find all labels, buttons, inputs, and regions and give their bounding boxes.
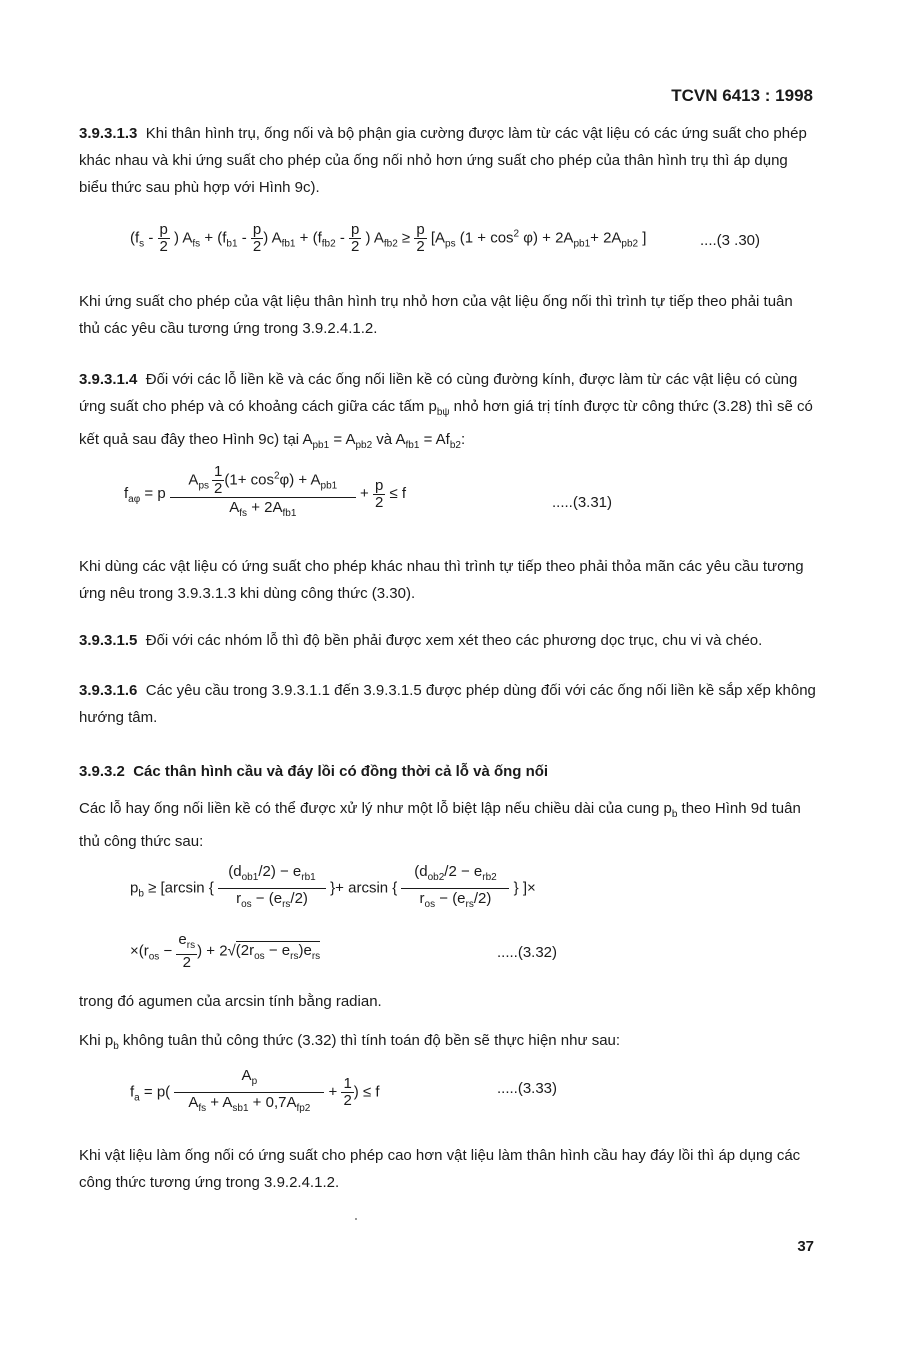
section-number: 3.9.3.1.5 [79, 632, 138, 649]
section-3-9-3-2-heading [79, 758, 817, 785]
equation-number: ....(3 .30) [700, 232, 761, 249]
formula-3-30: ($f_s$ - $\frac{p}{2}$ ) $A_{fs} + (f_{b1}$ - $\frac{p}{2}$ ) $A_{fb1} + (f_{fb2}$ - $\frac{p}{2}$ ) $A_{fb2}$ ≥ $\frac{p}{2}$ [$A_{ps}$ $(1 + \cos^2 \varphi) + 2A_{pb1}+ 2A_{pb2}$ ] [130, 221, 647, 255]
section-text-2: nhỏ hơn giá trị tính được từ công thức (3.28) thì sẽ có kết quả sau đây theo Hình 9c) tại A [79, 398, 813, 448]
section-text: Các yêu cầu trong 3.9.3.1.1 đến 3.9.3.1.5 được phép dùng đối với các ống nối liền kề sắp xếp không hướng tâm. [79, 682, 816, 726]
section-number: 3.9.3.1.6 [79, 682, 138, 699]
section-3-9-3-1-4: 3.9.3.1.4 Đối với các lỗ liền kề và các ống nối liền kề có cùng đường kính, được làm từ các vật liệu có cùng ứng suất cho phép và có khoảng cách giữa các tấm $p_{b\psi}$ nhỏ hơn giá trị tính được từ công thức (3.28) thì sẽ có kết quả sau đây theo Hình 9c) tại $A_{pb1} = A_{pb2}$ và $A_{fb1} = Af_{b2}$: [79, 371, 813, 451]
formula-3-32-line2: $\times(r_{os}$ − $\frac{e_{rs}}{2}$ ) + $2√(2r_{os} - e_{rs})e_{rs}$ [130, 931, 321, 971]
document-header: TCVN 6413 : 1998 [671, 86, 813, 105]
section-text: Đối với các nhóm lỗ thì độ bền phải được xem xét theo các phương dọc trục, chu vi và chéo. [145, 632, 763, 649]
equation-number: .....(3.31) [552, 494, 613, 511]
section-number: 3.9.3.1.4 [79, 371, 138, 388]
equation-number: .....(3.33) [497, 1080, 558, 1097]
paragraph-3-9-3-2: Các lỗ hay ống nối liền kề có thể được xử lý như một lỗ biệt lập nếu chiều dài của cung $p_b$ theo Hình 9d tuân thủ công thức sau: [79, 800, 801, 850]
scan-mark [355, 1218, 357, 1220]
paragraph-last: Khi vật liệu làm ống nối có ứng suất cho phép cao hơn vật liệu làm thân hình cầu hay đáy lồi thì áp dụng các công thức tương ứng trong 3.9.2.4.1.2. [79, 1147, 801, 1191]
section-text: Khi thân hình trụ, ống nối và bộ phận gia cường được làm từ các vật liệu có các ứng suất cho phép khác nhau và khi ứng suất cho phép của ống nối nhỏ hơn ứng suất cho phép của thân hình trụ thì áp dụng biểu thức sau phù hợp với Hình 9c). [79, 125, 807, 196]
section-3-9-3-1-6 [79, 677, 817, 731]
section-3-9-3-1-3 [79, 120, 817, 201]
formula-3-31: $f_{a\varphi} = p$ $A_{ps}$ $\frac{1}{2}$ $(1+ \cos^2\varphi) + A_{pb1}$ $A_{fs} + 2A_{fb1}$ + $\frac{p}{2}$ ≤ f [124, 463, 407, 519]
section-number: 3.9.3.2 [79, 763, 125, 780]
paragraph-text: Các lỗ hay ống nối liền kề có thể được xử lý như một lỗ biệt lập nếu chiều dài của cung p [79, 800, 672, 817]
formula-3-32-line1: $p_b \ge [\arcsin$ { $\frac{(d_{ob1}/2) - e_{rb1}}{r_{os} - (e_{rs}/2)}$ }+ arcsin { $\frac{(d_{ob2}/2 - e_{rb2}}{r_{os} - (e_{rs}/2)}$ } ]× [130, 863, 536, 910]
paragraph-khi-pb: Khi $p_b$ không tuân thủ công thức (3.32) thì tính toán độ bền sẽ thực hiện như sau: [79, 1032, 621, 1052]
paragraph-arcsin-note: trong đó agumen của arcsin tính bằng radian. [79, 993, 382, 1010]
section-text-5: = Af [419, 431, 450, 448]
paragraph-after-3-31: Khi dùng các vật liệu có ứng suất cho phép khác nhau thì trình tự tiếp theo phải thỏa mãn các yêu cầu tương ứng nêu trong 3.9.3.1.3 khi dùng công thức (3.30). [79, 558, 804, 602]
paragraph-after-3-30: Khi ứng suất cho phép của vật liệu thân hình trụ nhỏ hơn của vật liệu ống nối thì trình tự tiếp theo phải tuân thủ các yêu cầu tương ứng trong 3.9.2.4.1.2. [79, 293, 793, 337]
section-title: Các thân hình cầu và đáy lồi có đồng thời cả lỗ và ống nối [133, 763, 549, 780]
equation-number: .....(3.32) [497, 944, 558, 961]
section-number: 3.9.3.1.3 [79, 125, 138, 142]
paragraph-text-2: theo Hình 9d tuân thủ công thức sau: [79, 800, 801, 850]
formula-3-33: $f_a = p$( $\frac{A_p}{A_{fs} + A_{sb1} + 0,7A_{fp2}}$ + $\frac{1}{2}$ ) ≤ f [130, 1067, 380, 1114]
paragraph-text-2: không tuân thủ công thức (3.32) thì tính toán độ bền sẽ thực hiện như sau: [118, 1032, 621, 1049]
section-3-9-3-1-5 [79, 627, 817, 654]
page-number: 37 [797, 1238, 814, 1255]
section-text-3: = A [329, 431, 356, 448]
section-text-4: và A [372, 431, 406, 448]
paragraph-text: Khi p [79, 1032, 114, 1049]
section-text: Đối với các lỗ liền kề và các ống nối liền kề có cùng đường kính, được làm từ các vật liệu có cùng ứng suất cho phép và có khoảng cách giữa các tấm p [79, 371, 798, 415]
